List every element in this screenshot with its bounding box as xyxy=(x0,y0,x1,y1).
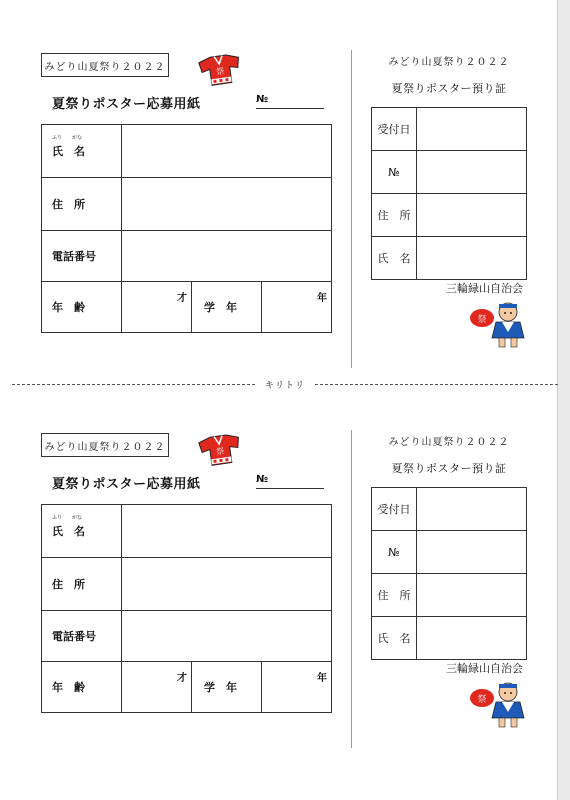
grade-label: 学 年 xyxy=(192,282,262,333)
receipt-table xyxy=(371,107,527,280)
happi-coat-icon xyxy=(196,432,244,472)
age-unit: 才 xyxy=(177,673,187,684)
receipt-event: みどり山夏祭り２０２２ xyxy=(388,437,510,448)
receipt-table xyxy=(371,487,527,660)
phone-label: 電話番号 xyxy=(42,611,122,662)
address-field[interactable] xyxy=(122,178,332,231)
receipt-title: 夏祭りポスター預り証 xyxy=(391,82,507,95)
receipt-date-label: 受付日 xyxy=(372,488,417,531)
address-label: 住 所 xyxy=(42,558,122,611)
grade-unit: 年 xyxy=(317,673,327,684)
receipt-number-label: № xyxy=(372,151,417,194)
svg-text:祭: 祭 xyxy=(477,315,487,325)
svg-text:祭: 祭 xyxy=(215,66,225,77)
number-field[interactable]: № xyxy=(256,474,324,489)
name-label-text: 氏 名 xyxy=(52,145,85,158)
receipt-number-field[interactable] xyxy=(417,151,527,194)
receipt-address-label: 住 所 xyxy=(372,194,417,237)
receipt-date-field[interactable] xyxy=(417,108,527,151)
receipt-name-field[interactable] xyxy=(417,237,527,280)
name-ruby: ふり がな xyxy=(52,135,83,141)
form-title: 夏祭りポスター応募用紙 xyxy=(52,477,201,492)
receipt-number-field[interactable] xyxy=(417,531,527,574)
svg-text:祭: 祭 xyxy=(477,695,487,705)
form-section-top xyxy=(0,0,556,380)
receipt-address-label: 住 所 xyxy=(372,574,417,617)
organization-name: 三輪緑山自治会 xyxy=(446,282,523,295)
receipt-number-label: № xyxy=(372,531,417,574)
receipt-date-label: 受付日 xyxy=(372,108,417,151)
age-label: 年 齢 xyxy=(42,282,122,333)
name-ruby: ふり がな xyxy=(52,515,83,521)
receipt-address-field[interactable] xyxy=(417,194,527,237)
receipt-title: 夏祭りポスター預り証 xyxy=(391,462,507,475)
phone-label: 電話番号 xyxy=(42,231,122,282)
festival-mascot-icon xyxy=(468,680,530,734)
page-edge xyxy=(557,0,570,800)
grade-unit: 年 xyxy=(317,293,327,304)
address-field[interactable] xyxy=(122,558,332,611)
receipt-event: みどり山夏祭り２０２２ xyxy=(388,57,510,68)
event-tag: みどり山夏祭り２０２２ xyxy=(41,53,169,77)
form-section-bottom xyxy=(0,380,556,760)
name-field[interactable] xyxy=(122,505,332,558)
name-label-text: 氏 名 xyxy=(52,525,85,538)
application-form-table xyxy=(41,504,332,713)
address-label: 住 所 xyxy=(42,178,122,231)
event-tag: みどり山夏祭り２０２２ xyxy=(41,433,169,457)
happi-coat-icon xyxy=(196,52,244,92)
organization-name: 三輪緑山自治会 xyxy=(446,662,523,675)
grade-label: 学 年 xyxy=(192,662,262,713)
cut-label: キリトリ xyxy=(265,380,306,391)
svg-text:祭: 祭 xyxy=(215,446,225,457)
age-field[interactable] xyxy=(122,662,192,713)
vertical-divider xyxy=(351,50,352,368)
form-title: 夏祭りポスター応募用紙 xyxy=(52,97,201,112)
receipt-date-field[interactable] xyxy=(417,488,527,531)
receipt-name-label: 氏 名 xyxy=(372,237,417,280)
grade-field[interactable] xyxy=(262,282,332,333)
application-form-table xyxy=(41,124,332,333)
vertical-divider xyxy=(351,430,352,748)
receipt-address-field[interactable] xyxy=(417,574,527,617)
grade-field[interactable] xyxy=(262,662,332,713)
phone-field[interactable] xyxy=(122,231,332,282)
age-label: 年 齢 xyxy=(42,662,122,713)
receipt-name-field[interactable] xyxy=(417,617,527,660)
name-label xyxy=(42,505,122,558)
receipt-name-label: 氏 名 xyxy=(372,617,417,660)
name-field[interactable] xyxy=(122,125,332,178)
name-label xyxy=(42,125,122,178)
age-unit: 才 xyxy=(177,293,187,304)
festival-mascot-icon xyxy=(468,300,530,354)
age-field[interactable] xyxy=(122,282,192,333)
phone-field[interactable] xyxy=(122,611,332,662)
number-field[interactable]: № xyxy=(256,94,324,109)
